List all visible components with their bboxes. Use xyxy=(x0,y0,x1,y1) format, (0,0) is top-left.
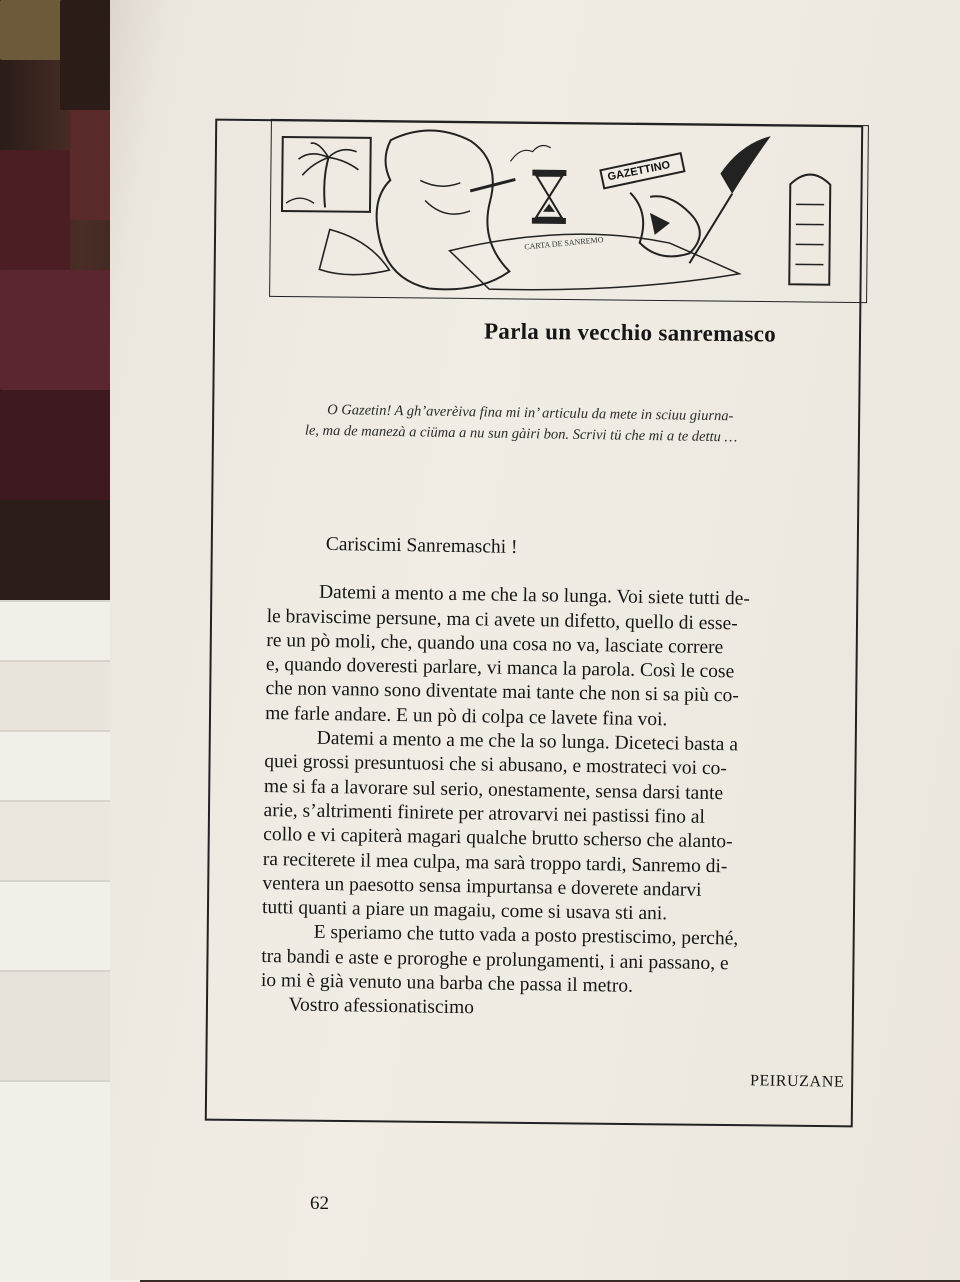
book-spine xyxy=(0,150,70,290)
text-line: Datemi a mento a me che la so lunga. Voi siete tutti de- xyxy=(318,582,751,610)
text-line: re un pò moli, che, quando una cosa no va, lasciate correre xyxy=(266,629,724,659)
text-line: ventera un paesotto sensa impurtansa e doverete andarvi xyxy=(262,872,702,901)
book-page xyxy=(110,0,960,1280)
text-line: quei grossi presuntuosi che si abusano, e mostrateci voi co- xyxy=(264,751,727,780)
old-man-drawing xyxy=(319,129,551,290)
text-line: tutti quanti a piare un magaiu, come si usava sti ani. xyxy=(261,897,668,925)
text-line: me si fa a lavorare sul serio, onestamente, sensa darsi tante xyxy=(263,775,724,804)
header-illustration xyxy=(269,119,869,303)
text-line: Datemi a mento a me che la so lunga. Diceteci basta a xyxy=(316,727,739,756)
signature: PEIRUZANE xyxy=(749,1072,845,1091)
letter-body xyxy=(260,532,833,1026)
text-line: le braviscime persune, ma ci avete un difetto, quello di esse- xyxy=(266,605,738,634)
book-spine xyxy=(0,500,120,600)
text-line: E speriamo che tutto vada a posto prestiscimo, perché, xyxy=(313,922,739,950)
intro-line: O Gazetin! A gh’averèiva fina mi in’ articulu da mete in sciuu giurna- xyxy=(327,401,734,425)
letter-greeting: Cariscimi Sanremaschi ! xyxy=(325,533,518,558)
page-title: Parla un vecchio sanremasco xyxy=(483,318,777,347)
text-line: tra bandi e aste e proroghe e prolungamenti, i ani passano, e xyxy=(261,945,729,975)
text-line: arie, s’altrimenti finirete per atrovarvi nei pastissi fino al xyxy=(263,799,706,828)
text-line: ra reciterete il mea culpa, ma sarà troppo tardi, Sanremo di- xyxy=(262,848,728,877)
scroll-text: CARTA DE SANREMO xyxy=(523,235,604,252)
quill-icon xyxy=(689,135,770,264)
letter-closing: Vostro afessionatiscimo xyxy=(288,994,475,1019)
text-line: che non vanno sono diventate mai tante che non si sa più co- xyxy=(265,678,739,707)
page-number: 62 xyxy=(310,1193,329,1214)
text-line: e, quando doveresti parlare, vi manca la parola. Così le cose xyxy=(265,654,735,683)
intro-italic xyxy=(305,400,866,451)
gazettino-banner xyxy=(600,152,701,256)
text-line: me farle andare. E un pò di colpa ce lavete fina voi. xyxy=(264,702,668,731)
intro-line: le, ma de manezà a ciüma a nu sun gàiri bon. Scrivi tü che mi a te dettu … xyxy=(304,422,738,446)
text-line: io mi è già venuto una barba che passa il metro. xyxy=(260,969,634,997)
banner-text: GAZETTINO xyxy=(606,159,672,184)
text-line: collo e vi capiterà magari qualche brutto scherso che alanto- xyxy=(263,824,733,853)
chair-icon xyxy=(789,174,830,284)
hourglass-icon xyxy=(532,170,567,224)
window-palm-icon xyxy=(282,137,371,212)
